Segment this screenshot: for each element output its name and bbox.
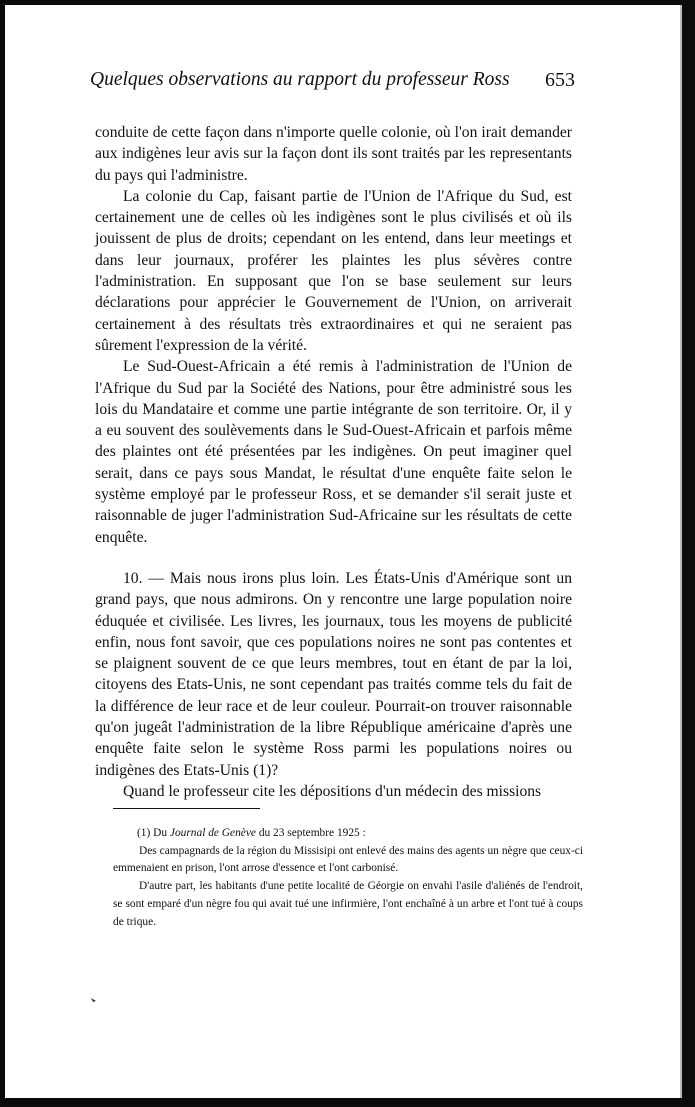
paragraph-continued: conduite de cette façon dans n'importe quelle colonie, où l'on irait demander aux indigènes leur avis sur la façon dont ils sont traités par les representants du pays qui l'administre. <box>95 124 572 184</box>
ink-speck <box>91 997 97 1003</box>
paragraph-cap-colony: La colonie du Cap, faisant partie de l'Union de l'Afrique du Sud, est certainement une de celles où les indigènes sont le plus civilisés et où ils jouissent de plus de droits; cependant on les entend, dans leur meetings et dans leur journaux, proférer les plaintes les plus sévères contre l'administration. En supposant que l'on se base seulement sur leurs déclarations pour apprécier le Gouvernement de l'Union, on arriverait certainement à des résultats très extraordinaires et qui ne seraient pas sûrement l'expression de la vérité. <box>95 187 572 354</box>
footnote-source-date: du 23 septembre 1925 : <box>258 827 366 839</box>
footnote-header <box>113 825 583 843</box>
paragraph-south-west-africa: Le Sud-Ouest-Africain a été remis à l'administration de l'Union de l'Afrique du Sud par la Société des Nations, pour être administré sous les lois du Mandataire et comme une partie intégrante de son territoire. Or, il y a eu souvent des soulèvements dans le Sud-Ouest-Africain et parfois même des plaintes ont été présentées par les indigènes. On peut imaginer quel serait, dans ce pays sous Mandat, le résultat d'une enquête faite selon le système employé par le professeur Ross, et se demander s'il serait juste et raisonnable de juger l'administration Sud-Africaine sur les résultats de cette enquête. <box>95 358 572 546</box>
running-header <box>90 69 575 99</box>
book-page <box>5 5 682 1098</box>
footnote-source-title: Journal de Genève <box>169 827 256 839</box>
footnote-marker: (1) Du <box>137 827 168 839</box>
running-title: Quelques observations au rapport du professeur Ross <box>90 69 510 90</box>
paragraph-section-10: 10. — Mais nous irons plus loin. Les États-Unis d'Amérique sont un grand pays, que nous admirons. On y rencontre une large population noire éduquée et civilisée. Les livres, les journaux, tous les moyens de publicité enfin, nous font savoir, que ces populations noires ne sont pas contentes et se plaignent souvent de ce que leurs membres, tout en étant de par la loi, citoyens des Etats-Unis, ne sont cependant pas traités comme tels du fait de la différence de leur race et de leur couleur. Pourrait-on trouver raisonnable qu'on jugeât l'administration de la libre République américaine d'après une enquête faite selon le système Ross parmi les populations noires ou indigènes des Etats-Unis (1)? <box>95 569 572 779</box>
page-number: 653 <box>545 69 575 91</box>
footnotes <box>113 825 583 931</box>
footnote-line: Des campagnards de la région du Missisipi ont enlevé des mains des agents un nègre que ceux-ci emmenaient en prison, l'ont arrose d'essence et l'ont carbonisé. <box>113 844 583 875</box>
footnote-separator <box>113 808 260 809</box>
footnote-line: D'autre part, les habitants d'une petite localité de Géorgie on envahi l'asile d'aliénés de l'endroit, se sont emparé d'un nègre fou qui avait tué une infirmière, l'ont enchaîné à un arbre et l'ont tué à coups de trique. <box>113 880 583 928</box>
main-text <box>95 122 572 802</box>
paragraph-professor-cites: Quand le professeur cite les dépositions d'un médecin des missions <box>123 782 542 800</box>
